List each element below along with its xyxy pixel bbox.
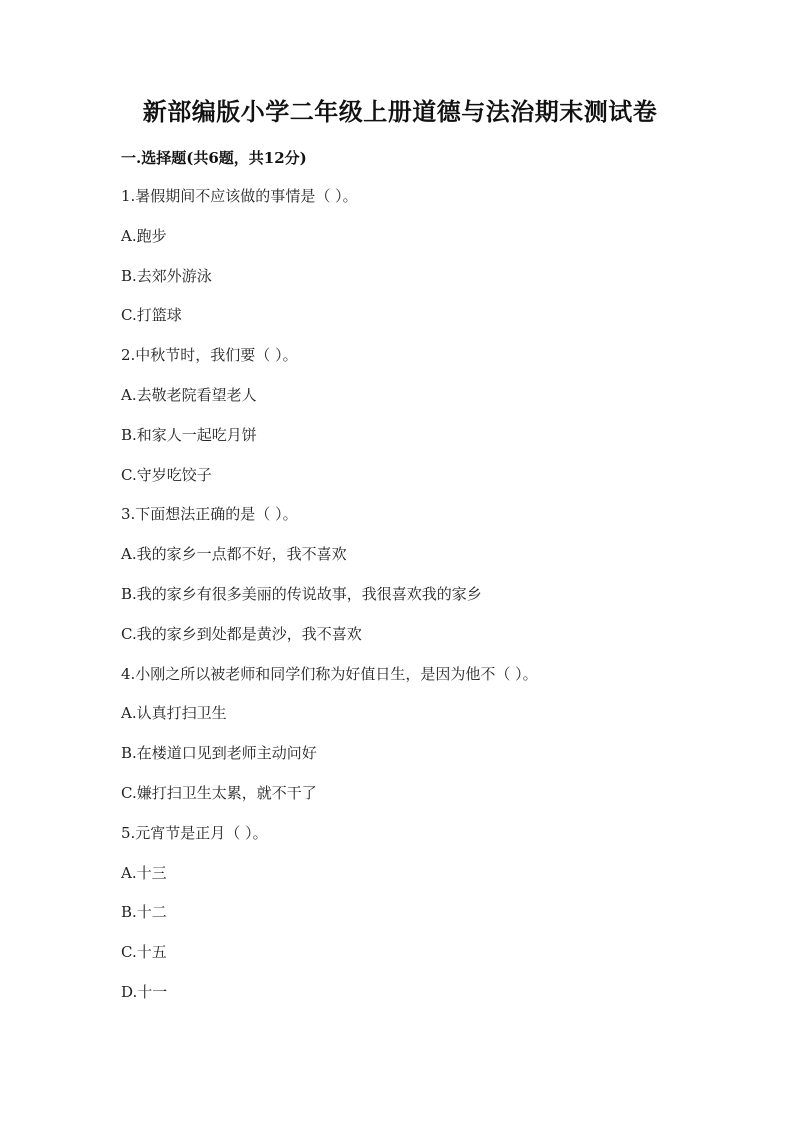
option-item: B.十二 [121,903,167,922]
option-item: D.十一 [121,982,168,1001]
question-list [121,182,721,1018]
option-item: A.我的家乡一点都不好，我不喜欢 [121,545,347,564]
option-item: C.我的家乡到处都是黄沙，我不喜欢 [121,624,362,643]
option-item: C.十五 [121,943,167,962]
option-item: A.十三 [121,863,167,882]
question-stem: 3.下面想法正确的是（ ）。 [121,505,298,524]
option-item: B.我的家乡有很多美丽的传说故事，我很喜欢我的家乡 [121,584,482,603]
question-stem: 2.中秋节时，我们要（ ）。 [121,346,298,365]
question-stem: 1.暑假期间不应该做的事情是（ ）。 [121,187,358,205]
option-item: A.认真打扫卫生 [121,704,227,723]
page-title: 新部编版小学二年级上册道德与法治期末测试卷 [142,97,658,126]
option-item: C.打篮球 [121,306,182,325]
question-stem: 4.小刚之所以被老师和同学们称为好值日生，是因为他不（ ）。 [121,664,538,683]
option-item: A.去敬老院看望老人 [121,385,257,404]
option-item: A.跑步 [121,226,167,245]
question-stem: 5.元宵节是正月（ ）。 [121,823,268,842]
option-item: B.在楼道口见到老师主动问好 [121,744,317,763]
option-item: B.去郊外游泳 [121,266,212,285]
option-item: C.嫌打扫卫生太累，就不干了 [121,783,317,802]
option-item: C.守岁吃饺子 [121,465,212,484]
section-heading: 一.选择题(共6题，共12分) [121,149,307,167]
option-item: B.和家人一起吃月饼 [121,425,257,444]
